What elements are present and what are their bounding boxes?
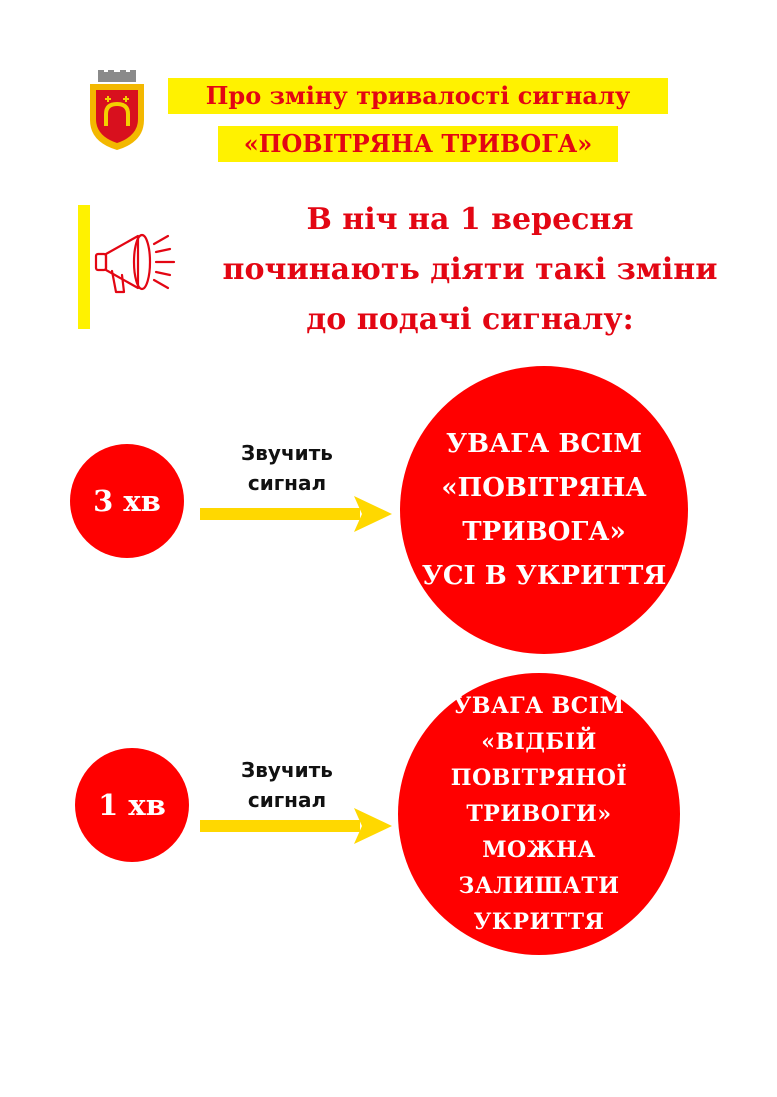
message-2-line-1: УВАГА ВСІМ (453, 693, 625, 719)
intro-line-1: В ніч на 1 вересня (306, 202, 634, 237)
message-circle-air-alert (400, 366, 688, 654)
intro-line-2: починають діяти такі зміни (222, 252, 718, 287)
duration-badge-3-min: 3 хв (70, 444, 184, 558)
coat-of-arms-icon (84, 70, 150, 152)
message-2-line-3: ПОВІТРЯНОЇ (450, 765, 628, 791)
message-circle-all-clear (398, 673, 680, 955)
message-2-line-5: МОЖНА (482, 837, 596, 863)
message-2-line-2: «ВІДБІЙ (481, 729, 597, 755)
message-1-line-3: ТРИВОГА» (462, 517, 626, 547)
message-2-line-7: УКРИТТЯ (473, 909, 605, 935)
action-label-2-line-2: сигнал (247, 788, 327, 812)
action-label-1 (212, 438, 362, 498)
title-line-2: «ПОВІТРЯНА ТРИВОГА» (218, 126, 618, 162)
message-1-line-4: УСІ В УКРИТТЯ (421, 561, 667, 591)
arrow-right-icon (196, 806, 396, 846)
accent-bar (78, 205, 90, 329)
action-label-2-line-1: Звучить (241, 758, 333, 782)
action-label-1-line-1: Звучить (241, 441, 333, 465)
duration-badge-1-min: 1 хв (75, 748, 189, 862)
message-2-line-4: ТРИВОГИ» (466, 801, 612, 827)
megaphone-icon (92, 222, 192, 300)
message-1-line-1: УВАГА ВСІМ (445, 429, 643, 459)
message-2-line-6: ЗАЛИШАТИ (458, 873, 620, 899)
message-1-line-2: «ПОВІТРЯНА (441, 473, 647, 503)
intro-line-3: до подачі сигналу: (306, 302, 634, 337)
arrow-right-icon (196, 494, 396, 534)
title-line-1: Про зміну тривалості сигналу (168, 78, 668, 114)
action-label-1-line-2: сигнал (247, 471, 327, 495)
